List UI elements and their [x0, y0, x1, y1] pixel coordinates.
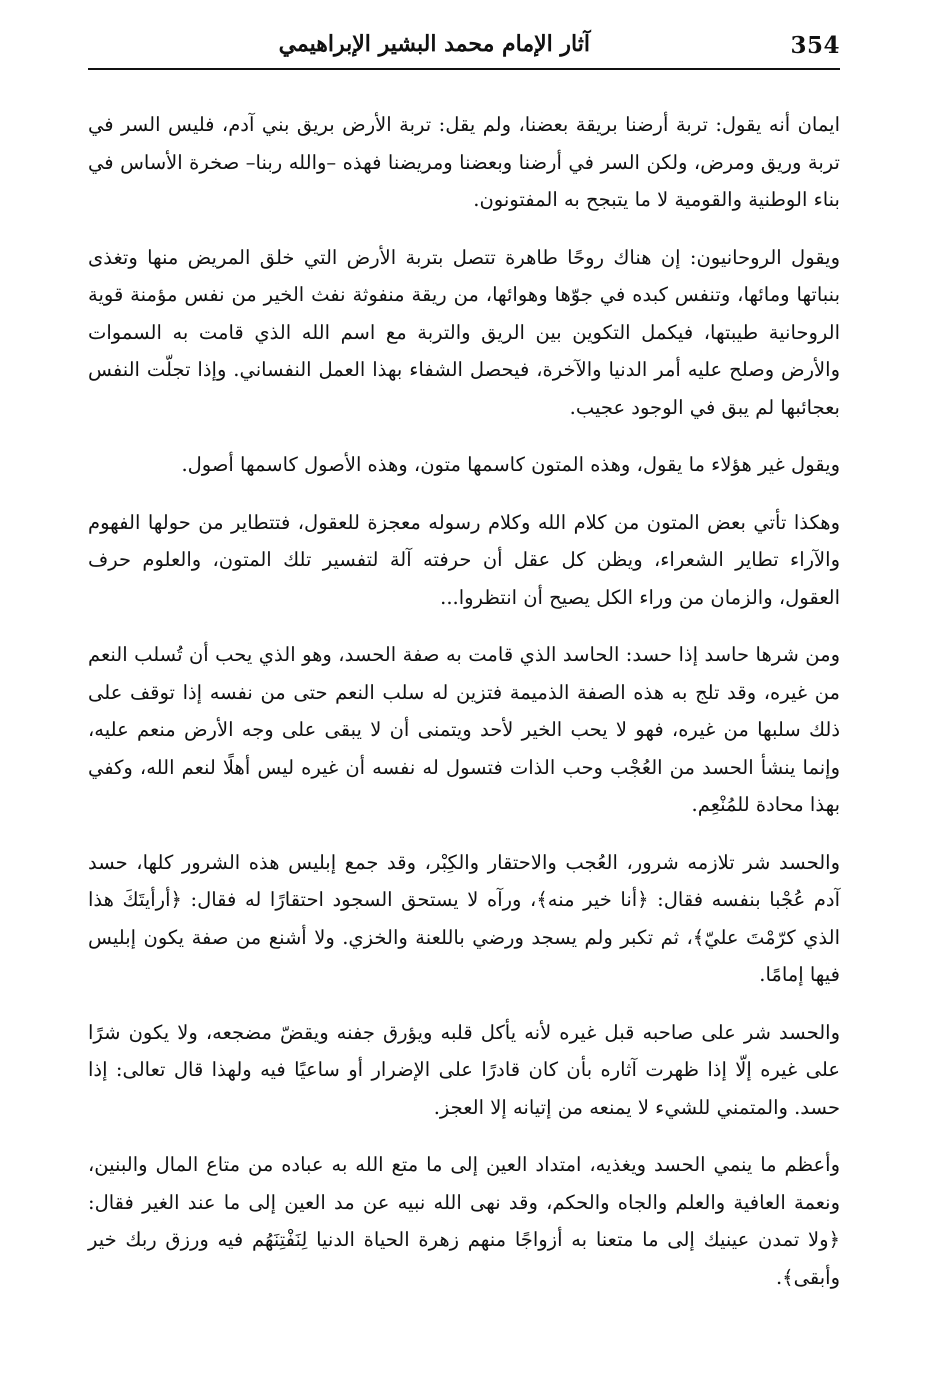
paragraph: ويقول غير هؤلاء ما يقول، وهذه المتون كاسمها متون، وهذه الأصول كاسمها أصول.	[181, 453, 840, 476]
paragraph: ويقول الروحانيون: إن هناك روحًا طاهرة تتصل بتربة الأرض التي خلق المريض منها وتغذى بنباتها ومائها، وتنفس كبده في جوّها وهوائها، من ريقة منفوثة نفث الخير من نفس مؤمنة قوية الروحانية طيبتها، فيكمل التكوين بين الريق والتربة مع اسم الله الذي قامت به السموات والأرض وصلح عليه أمر الدنيا والآخرة، فيحصل الشفاء بهذا العمل النفساني. وإذا تجلّت النفس بعجائبها لم يبق في الوجود عجيب.	[88, 245, 840, 419]
page-header	[88, 28, 840, 70]
paragraph: وهكذا تأتي بعض المتون من كلام الله وكلام رسوله معجزة للعقول، فتتطاير من حولها الفهوم والآراء تطاير الشعراء، ويظن كل عقل أن حرفته آلة لتفسير تلك المتون، والعلوم حرف العقول، والزمان من وراء الكل يصيح أن انتظروا...	[88, 510, 840, 609]
page-body	[88, 106, 840, 1316]
paragraph: وأعظم ما ينمي الحسد ويغذيه، امتداد العين إلى ما متع الله به عباده من متاع المال والبنين، ونعمة العافية والعلم والجاه والحكم، وقد نهى الله نبيه عن مد العين إلى ما عند الغير فقال: ﴿ولا تمدن عينيك إلى ما متعنا به أزواجًا منهم زهرة الحياة الدنيا لِنَفْتِنَهُم فيه ورزق ربك خير وأبقى﴾.	[88, 1153, 840, 1289]
paragraph: والحسد شر على صاحبه قبل غيره لأنه يأكل قلبه ويؤرق جفنه ويقضّ مضجعه، ولا يكون شرًا على غيره إلّا إذا ظهرت آثاره بأن كان قادرًا على الإضرار أو ساعيًا فيه ولهذا قال تعالى: إذا حسد. والمتمني للشيء لا يمنعه من إتيانه إلا العجز.	[88, 1020, 841, 1119]
paragraph: ومن شرها حاسد إذا حسد: الحاسد الذي قامت به صفة الحسد، وهو الذي يحب أن تُسلب النعم من غيره، وقد تلج به هذه الصفة الذميمة فتزين له سلب النعم حتى من نفسه إذا توقف على ذلك سلبها من غيره، فهو لا يحب الخير لأحد ويتمنى أن لا يبقى على وجه الأرض منعم عليه، وإنما ينشأ الحسد من العُجْب وحب الذات فتسول له نفسه أن غيره ليس أهلًا لنعم الله، وكفي بهذا محادة للمُنْعِم.	[88, 643, 840, 816]
running-title: آثار الإمام محمد البشير الإبراهيمي	[278, 31, 590, 57]
paragraph: والحسد شر تلازمه شرور، العُجب والاحتقار والكِبْر، وقد جمع إبليس هذه الشرور كلها، حسد آدم عُجْبا بنفسه فقال: ﴿أنا خير منه﴾، ورآه لا يستحق السجود احتقارًا له فقال: ﴿أرأيتَكَ هذا الذي كرّمْتَ عليّ﴾، ثم تكبر ولم يسجد ورضي باللعنة والخزي. ولا أشنع من صفة يكون إبليس فيها إمامًا.	[88, 850, 840, 986]
page-number: 354	[790, 32, 840, 59]
paragraph: ايمان أنه يقول: تربة أرضنا بريقة بعضنا، ولم يقل: تربة الأرض بريق بني آدم، فليس السر في تربة وريق ومرض، ولكن السر في أرضنا وبعضنا ومريضنا فهذه –والله ربنا– صخرة الأساس في بناء الوطنية والقومية لا ما يتبجح به المفتونون.	[88, 113, 840, 211]
